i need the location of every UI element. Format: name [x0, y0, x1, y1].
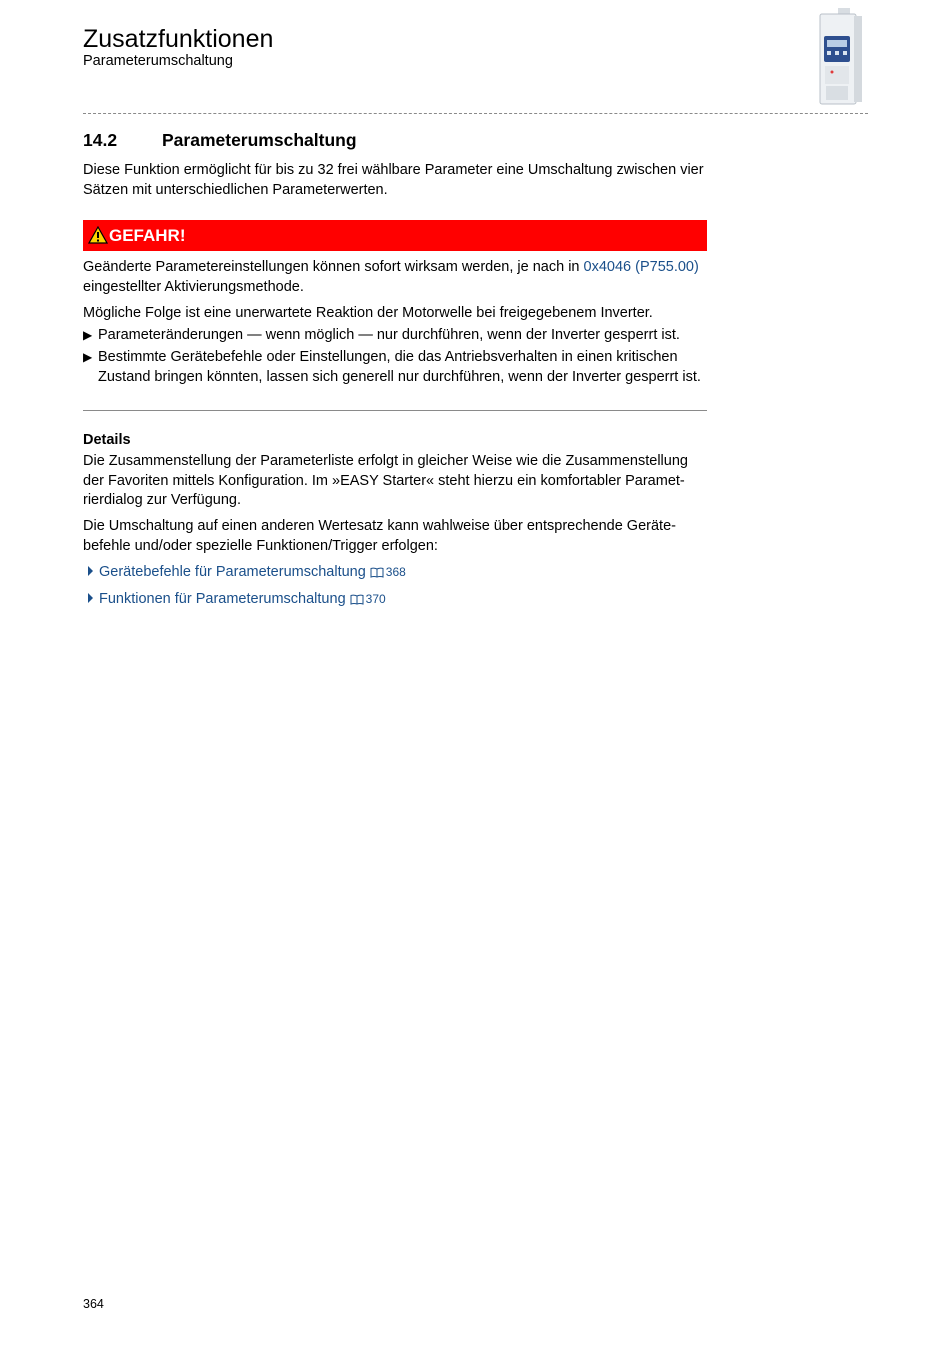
link-label: Funktionen für Parameterumschaltung	[99, 591, 346, 607]
details-paragraph-2: Die Umschaltung auf einen anderen Wertesatz kann wahlweise über entsprechende Gerätebefehle und/oder spezielle Funktionen/Trigger erfolgen:	[83, 518, 676, 554]
book-icon	[370, 567, 384, 578]
danger-divider	[83, 410, 707, 411]
chapter-subtitle: Parameterumschaltung	[83, 53, 233, 69]
bullet-text: Parameteränderungen — wenn möglich — nur durchführen, wenn der Inverter gesperrt ist.	[98, 327, 680, 343]
danger-bullet	[83, 326, 705, 346]
danger-paragraph-1	[83, 258, 705, 297]
link-label: Gerätebefehle für Parameterumschaltung	[99, 564, 366, 580]
cross-reference-link[interactable]	[88, 563, 406, 582]
cross-reference-link[interactable]	[88, 590, 386, 609]
details-paragraph-1: Die Zusammenstellung der Parameterliste erfolgt in gleicher Weise wie die Zusammenstellung der Favoriten mittels Konfiguration. Im »EASY Starter« steht hierzu ein komfortabler Parametrierdialog zur Verfügung.	[83, 453, 688, 508]
intro-paragraph: Diese Funktion ermöglicht für bis zu 32 frei wählbare Parameter eine Umschaltung zwischen vier Sätzen mit unterschiedlichen Parameterwerten.	[83, 162, 704, 198]
chapter-title: Zusatzfunktionen	[83, 25, 274, 53]
danger-banner	[83, 220, 707, 251]
link-page-number: 370	[365, 592, 386, 606]
danger-label: GEFAHR!	[109, 226, 186, 245]
bullet-text: Bestimmte Gerätebefehle oder Einstellungen, die das Antriebsverhalten in einen kritischen Zustand bringen könnten, lassen sich generell nur durchführen, wenn der Inverter gesperrt ist.	[98, 349, 701, 385]
inverter-device-icon	[810, 6, 870, 106]
danger-bullet	[83, 348, 705, 387]
danger-paragraph-2: Mögliche Folge ist eine unerwartete Reaktion der Motorwelle bei freigegebenem Inverter.	[83, 305, 653, 321]
link-arrow-icon	[88, 566, 93, 576]
bullet-arrow-icon: ▶	[83, 350, 93, 364]
section-number: 14.2	[83, 130, 118, 150]
header-divider	[83, 113, 868, 114]
section-heading	[83, 129, 357, 151]
page-number: 364	[83, 1297, 104, 1311]
bullet-arrow-icon: ▶	[83, 328, 93, 342]
parameter-link[interactable]: 0x4046 (P755.00)	[583, 259, 699, 275]
danger-text: eingestellter Aktivierungsmethode.	[83, 278, 304, 295]
section-title: Parameterumschaltung	[162, 130, 357, 150]
link-arrow-icon	[88, 593, 93, 603]
warning-triangle-icon	[88, 226, 108, 244]
details-heading: Details	[83, 432, 131, 448]
book-icon	[350, 594, 364, 605]
danger-text: Geänderte Parametereinstellungen können sofort wirksam werden, je nach in	[83, 259, 584, 275]
link-page-number: 368	[385, 565, 406, 579]
